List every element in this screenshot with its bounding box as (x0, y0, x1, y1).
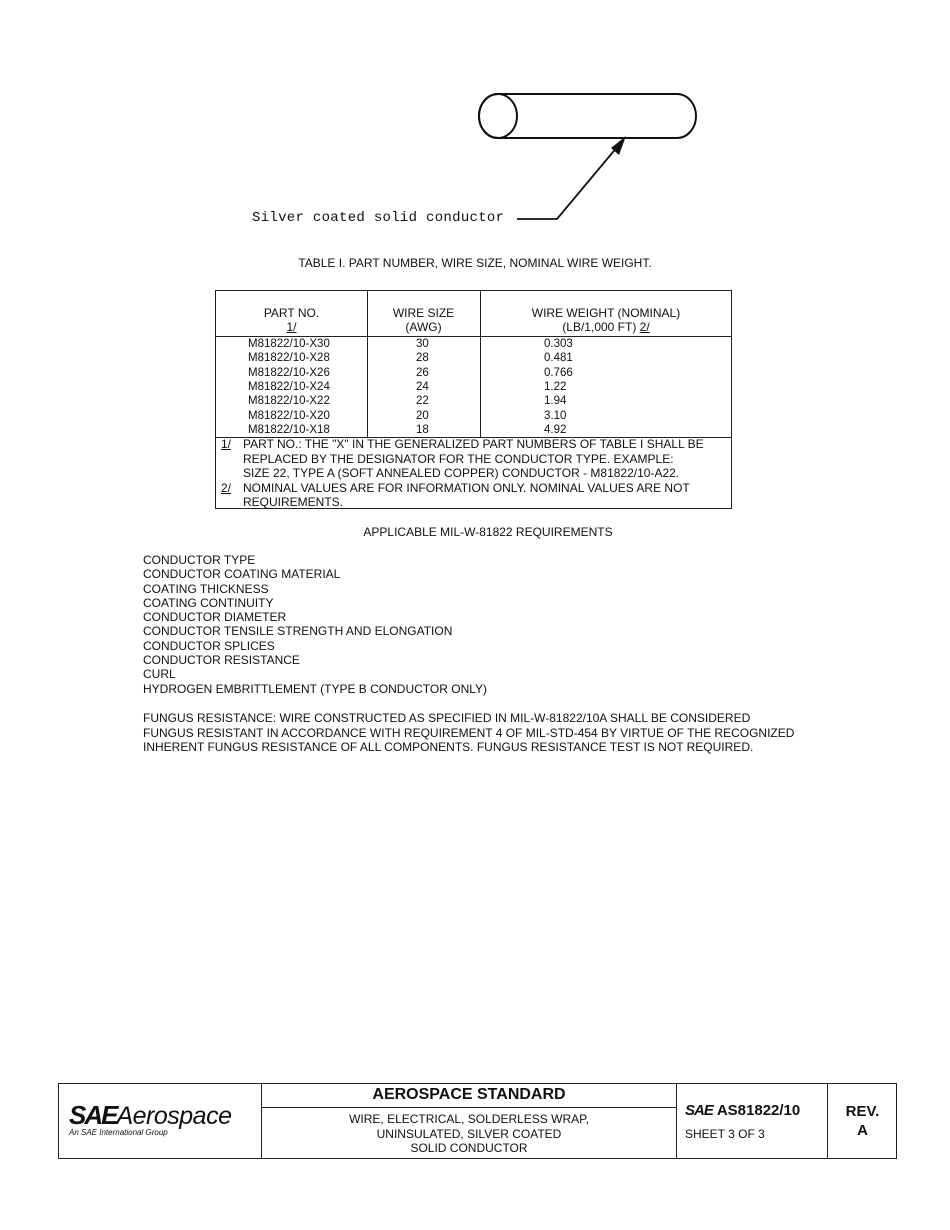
requirement-item: CURL (143, 667, 176, 682)
document-number: SAE AS81822/10 (685, 1102, 801, 1119)
requirement-item: CONDUCTOR RESISTANCE (143, 653, 300, 668)
requirements-heading: APPLICABLE MIL-W-81822 REQUIREMENTS (363, 525, 613, 539)
standard-title-cell (261, 1084, 676, 1158)
table-notes (221, 437, 731, 510)
revision: REV. A (845, 1103, 880, 1139)
table-note-1: 1/ PART NO.: THE "X" IN THE GENERALIZED PART NUMBERS OF TABLE I SHALL BE REPLACED BY THE DESIGNATOR FOR THE CONDUCTOR TYPE. EXAMPLE: SIZE 22, TYPE A (SOFT ANNEALED COPPER) CONDUCTOR - M81822/10-A22. (221, 437, 704, 480)
requirement-item: CONDUCTOR COATING MATERIAL (143, 567, 341, 582)
standard-title: AEROSPACE STANDARD (372, 1086, 566, 1103)
header-wire-size: WIRE SIZE (AWG) (392, 306, 455, 334)
requirement-item: COATING THICKNESS (143, 581, 269, 596)
requirement-item: CONDUCTOR SPLICES (143, 638, 275, 653)
document-number-cell (676, 1084, 827, 1158)
title-block (58, 1083, 897, 1159)
header-wire-weight: WIRE WEIGHT (NOMINAL) (LB/1,000 FT) 2/ (531, 306, 681, 334)
table-row: M81822/10-X24 24 1.22 (248, 380, 567, 393)
table-row: M81822/10-X28 28 0.481 (248, 352, 573, 365)
sae-aerospace-logo: SAEAerospace An SAE International Group (69, 1100, 232, 1137)
conductor-callout-label: Silver coated solid conductor (252, 210, 505, 226)
requirement-item: CONDUCTOR DIAMETER (143, 610, 287, 625)
table-row: M81822/10-X26 26 0.766 (248, 366, 573, 379)
table-note-2: 2/ NOMINAL VALUES ARE FOR INFORMATION ONLY. NOMINAL VALUES ARE NOT REQUIREMENTS. (221, 480, 690, 509)
part-number-table (215, 290, 732, 509)
header-part-no: PART NO. 1/ (263, 306, 320, 334)
requirement-item: CONDUCTOR TYPE (143, 553, 256, 567)
table-row: M81822/10-X22 22 1.94 (248, 395, 567, 408)
requirement-item: CONDUCTOR TENSILE STRENGTH AND ELONGATION (143, 624, 453, 639)
requirements-list (143, 553, 487, 696)
table-row: M81822/10-X20 20 3.10 (248, 409, 567, 422)
table-row: M81822/10-X18 18 4.92 (248, 423, 567, 436)
sheet-number: SHEET 3 OF 3 (685, 1127, 765, 1141)
table-title: TABLE I. PART NUMBER, WIRE SIZE, NOMINAL WIRE WEIGHT. (298, 256, 652, 270)
requirement-item: COATING CONTINUITY (143, 595, 274, 610)
fungus-resistance-paragraph: FUNGUS RESISTANCE: WIRE CONSTRUCTED AS SPECIFIED IN MIL-W-81822/10A SHALL BE CONSIDERED FUNGUS RESISTANT IN ACCORDANCE WITH REQUIREMENT 4 OF MIL-STD-454 BY VIRTUE OF THE RECOGNIZED INHERENT FUNGUS RESISTANCE OF ALL COMPONENTS. FUNGUS RESISTANCE TEST IS NOT REQUIRED. (143, 711, 795, 754)
standard-description: WIRE, ELECTRICAL, SOLDERLESS WRAP, UNINSULATED, SILVER COATED SOLID CONDUCTOR (349, 1112, 589, 1155)
table-row: M81822/10-X30 30 0.303 (248, 338, 573, 350)
revision-cell (827, 1084, 897, 1158)
requirement-item: HYDROGEN EMBRITTLEMENT (TYPE B CONDUCTOR ONLY) (143, 681, 488, 696)
